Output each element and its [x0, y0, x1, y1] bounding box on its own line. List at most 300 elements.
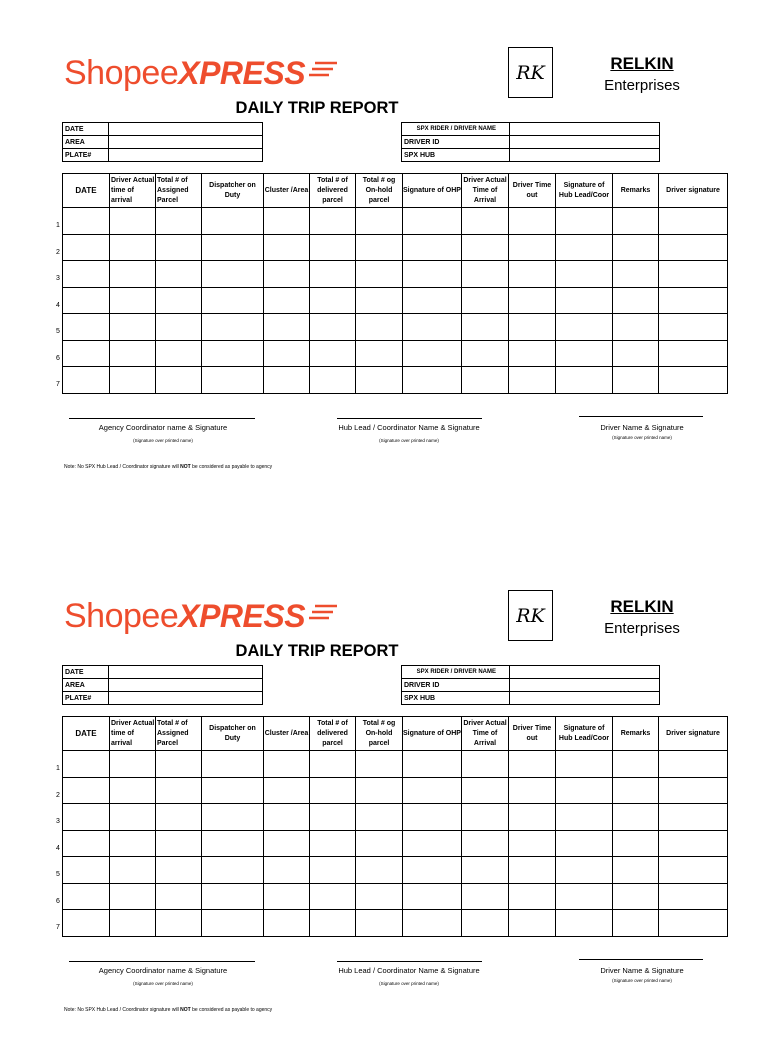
table-cell[interactable] [310, 208, 356, 235]
table-cell[interactable] [403, 208, 462, 235]
table-cell[interactable] [156, 857, 202, 884]
table-cell[interactable] [462, 857, 509, 884]
table-cell[interactable] [613, 287, 659, 314]
table-cell[interactable] [613, 234, 659, 261]
speed-lines-icon [309, 60, 339, 80]
table-cell[interactable] [110, 804, 156, 831]
shopee-xpress-logo [64, 54, 305, 98]
table-cell[interactable] [659, 883, 728, 910]
table-cell[interactable] [462, 777, 509, 804]
info-label-hub: SPX HUB [402, 149, 510, 162]
row-number: 3 [56, 818, 60, 825]
monogram-text: RK [516, 604, 545, 627]
row-number: 1 [56, 222, 60, 229]
table-cell[interactable] [310, 340, 356, 367]
table-cell[interactable] [462, 367, 509, 394]
table-cell[interactable] [462, 340, 509, 367]
table-cell[interactable] [356, 367, 403, 394]
row-number: 2 [56, 248, 60, 256]
table-cell[interactable] [556, 910, 613, 937]
table-cell[interactable] [509, 804, 556, 831]
table-cell[interactable] [63, 857, 110, 884]
spx-hub-field[interactable] [509, 692, 659, 705]
table-cell[interactable] [356, 751, 403, 778]
table-cell[interactable] [659, 340, 728, 367]
info-label-date: DATE [63, 123, 109, 136]
footnote-prefix: Note: No SPX Hub Lead / Coordinator signature will [64, 464, 181, 470]
agency-signature-label: Agency Coordinator name & Signature [98, 423, 228, 432]
table-cell[interactable] [659, 287, 728, 314]
table-cell[interactable] [356, 910, 403, 937]
column-header: Total # og On-hold parcel [356, 717, 403, 751]
shopee-xpress-logo [64, 597, 305, 641]
column-header: Dispatcher on Duty [202, 717, 264, 751]
table-cell[interactable] [310, 367, 356, 394]
table-cell[interactable] [156, 883, 202, 910]
agency-signature-line [69, 961, 255, 962]
table-cell[interactable] [403, 910, 462, 937]
table-cell[interactable] [613, 804, 659, 831]
table-cell[interactable] [556, 777, 613, 804]
info-label-driver-name: SPX RIDER / DRIVER NAME [402, 666, 510, 679]
table-cell[interactable] [659, 910, 728, 937]
table-cell[interactable] [264, 208, 310, 235]
company-subtitle: Enterprises [604, 77, 680, 94]
table-cell[interactable] [403, 777, 462, 804]
table-cell[interactable] [264, 314, 310, 341]
row-number: 1 [56, 765, 60, 772]
table-cell[interactable] [202, 314, 264, 341]
row-number: 7 [56, 924, 60, 931]
info-label-date: DATE [63, 666, 109, 679]
table-cell[interactable] [202, 287, 264, 314]
table-cell[interactable] [509, 340, 556, 367]
table-cell[interactable] [613, 208, 659, 235]
table-cell[interactable] [264, 234, 310, 261]
table-cell[interactable] [63, 777, 110, 804]
table-cell[interactable] [110, 261, 156, 288]
table-cell[interactable] [509, 883, 556, 910]
footnote-suffix: be considered as payable to agency [190, 1007, 273, 1013]
table-cell[interactable] [63, 261, 110, 288]
company-name: RELKIN [610, 54, 674, 73]
hub-lead-signature-line [337, 961, 482, 962]
table-cell[interactable] [156, 314, 202, 341]
table-cell[interactable] [659, 314, 728, 341]
table-cell[interactable] [462, 314, 509, 341]
table-cell[interactable] [659, 804, 728, 831]
trip-info-table [62, 122, 263, 162]
table-cell[interactable] [202, 804, 264, 831]
table-row [63, 261, 728, 288]
table-cell[interactable] [264, 367, 310, 394]
table-row [63, 857, 728, 884]
spx-hub-field[interactable] [509, 149, 659, 162]
table-cell[interactable] [264, 910, 310, 937]
table-cell[interactable] [356, 234, 403, 261]
table-cell[interactable] [202, 910, 264, 937]
table-cell[interactable] [110, 287, 156, 314]
table-cell[interactable] [659, 208, 728, 235]
table-cell[interactable] [110, 314, 156, 341]
company-name: RELKIN [610, 597, 674, 616]
table-cell[interactable] [613, 883, 659, 910]
table-cell[interactable] [556, 340, 613, 367]
table-cell[interactable] [356, 804, 403, 831]
logo-text-xpress: XPRESS [178, 55, 306, 91]
table-cell[interactable] [403, 751, 462, 778]
table-cell[interactable] [63, 340, 110, 367]
driver-signature-line [579, 416, 703, 417]
table-cell[interactable] [556, 883, 613, 910]
table-cell[interactable] [202, 367, 264, 394]
table-cell[interactable] [110, 883, 156, 910]
table-cell[interactable] [509, 751, 556, 778]
driver-signature-note: (Signature over printed name) [612, 435, 672, 440]
table-cell[interactable] [63, 804, 110, 831]
column-header: Driver signature [659, 174, 728, 208]
date-field[interactable] [108, 666, 262, 679]
table-cell[interactable] [556, 208, 613, 235]
table-cell[interactable] [462, 208, 509, 235]
table-cell[interactable] [356, 830, 403, 857]
table-cell[interactable] [556, 287, 613, 314]
table-cell[interactable] [356, 314, 403, 341]
table-cell[interactable] [659, 777, 728, 804]
table-cell[interactable] [202, 261, 264, 288]
info-label-area: AREA [63, 136, 109, 149]
table-cell[interactable] [462, 234, 509, 261]
column-header: Signature of Hub Lead/Coor [556, 717, 613, 751]
table-cell[interactable] [63, 287, 110, 314]
driver-signature-line [579, 959, 703, 960]
table-cell[interactable] [556, 804, 613, 831]
table-cell[interactable] [63, 751, 110, 778]
table-cell[interactable] [509, 857, 556, 884]
table-cell[interactable] [509, 208, 556, 235]
table-cell[interactable] [310, 910, 356, 937]
table-cell[interactable] [509, 314, 556, 341]
table-cell[interactable] [202, 751, 264, 778]
table-cell[interactable] [509, 830, 556, 857]
table-cell[interactable] [156, 340, 202, 367]
driver-info-table [401, 665, 660, 705]
table-cell[interactable] [202, 208, 264, 235]
column-header: Driver Actual time of arrival [110, 174, 156, 208]
column-header: Driver Actual time of arrival [110, 717, 156, 751]
table-cell[interactable] [310, 234, 356, 261]
table-cell[interactable] [156, 777, 202, 804]
area-field[interactable] [108, 679, 262, 692]
column-header: DATE [63, 717, 110, 751]
row-number: 4 [56, 301, 60, 309]
table-cell[interactable] [63, 208, 110, 235]
trip-report-form [0, 0, 768, 512]
table-cell[interactable] [63, 910, 110, 937]
table-row [63, 340, 728, 367]
table-cell[interactable] [556, 234, 613, 261]
table-row [63, 883, 728, 910]
table-cell[interactable] [509, 367, 556, 394]
table-cell[interactable] [63, 314, 110, 341]
table-row [63, 751, 728, 778]
table-row [63, 234, 728, 261]
company-subtitle: Enterprises [604, 620, 680, 637]
table-cell[interactable] [659, 367, 728, 394]
table-cell[interactable] [310, 777, 356, 804]
table-cell[interactable] [556, 367, 613, 394]
table-cell[interactable] [264, 287, 310, 314]
driver-id-field[interactable] [509, 679, 659, 692]
table-cell[interactable] [310, 857, 356, 884]
table-cell[interactable] [556, 261, 613, 288]
table-cell[interactable] [403, 234, 462, 261]
info-label-driver-id: DRIVER ID [402, 136, 510, 149]
table-cell[interactable] [403, 883, 462, 910]
table-cell[interactable] [659, 261, 728, 288]
table-cell[interactable] [264, 261, 310, 288]
logo-text-xpress: XPRESS [178, 598, 306, 634]
driver-signature-label: Driver Name & Signature [600, 423, 684, 432]
table-cell[interactable] [156, 208, 202, 235]
info-label-driver-name: SPX RIDER / DRIVER NAME [402, 123, 510, 136]
column-header: Driver Time out [509, 717, 556, 751]
report-title: DAILY TRIP REPORT [235, 642, 399, 660]
driver-info-table [401, 122, 660, 162]
table-cell[interactable] [613, 751, 659, 778]
table-cell[interactable] [613, 910, 659, 937]
table-cell[interactable] [264, 857, 310, 884]
date-field[interactable] [108, 123, 262, 136]
driver-name-field[interactable] [509, 666, 659, 679]
table-cell[interactable] [110, 777, 156, 804]
table-cell[interactable] [462, 751, 509, 778]
table-cell[interactable] [659, 751, 728, 778]
table-cell[interactable] [509, 261, 556, 288]
table-cell[interactable] [613, 261, 659, 288]
footnote-prefix: Note: No SPX Hub Lead / Coordinator signature will [64, 1007, 181, 1013]
table-cell[interactable] [462, 287, 509, 314]
table-cell[interactable] [403, 261, 462, 288]
plate-field[interactable] [108, 149, 262, 162]
table-cell[interactable] [356, 261, 403, 288]
column-header: Total # of Assigned Parcel [156, 717, 202, 751]
row-number: 4 [56, 844, 60, 852]
table-cell[interactable] [63, 367, 110, 394]
table-cell[interactable] [156, 234, 202, 261]
driver-signature-note: (Signature over printed name) [612, 978, 672, 983]
agency-signature-note: (Signature over printed name) [133, 981, 193, 986]
table-cell[interactable] [156, 261, 202, 288]
table-cell[interactable] [403, 367, 462, 394]
table-cell[interactable] [509, 287, 556, 314]
table-cell[interactable] [63, 830, 110, 857]
table-cell[interactable] [264, 804, 310, 831]
table-cell[interactable] [202, 857, 264, 884]
table-cell[interactable] [556, 830, 613, 857]
info-label-area: AREA [63, 679, 109, 692]
table-cell[interactable] [310, 287, 356, 314]
table-cell[interactable] [202, 830, 264, 857]
table-cell[interactable] [613, 340, 659, 367]
table-cell[interactable] [310, 314, 356, 341]
table-cell[interactable] [403, 287, 462, 314]
table-cell[interactable] [310, 883, 356, 910]
table-cell[interactable] [156, 751, 202, 778]
table-cell[interactable] [202, 234, 264, 261]
agency-signature-label: Agency Coordinator name & Signature [98, 966, 228, 975]
table-cell[interactable] [202, 883, 264, 910]
table-cell[interactable] [356, 883, 403, 910]
table-cell[interactable] [63, 234, 110, 261]
table-cell[interactable] [110, 857, 156, 884]
table-cell[interactable] [403, 340, 462, 367]
plate-field[interactable] [108, 692, 262, 705]
table-cell[interactable] [462, 910, 509, 937]
table-cell[interactable] [63, 883, 110, 910]
table-cell[interactable] [156, 910, 202, 937]
row-number: 2 [56, 791, 60, 799]
table-cell[interactable] [156, 830, 202, 857]
column-header: Total # of Assigned Parcel [156, 174, 202, 208]
column-header: Driver Time out [509, 174, 556, 208]
table-row [63, 804, 728, 831]
table-cell[interactable] [110, 340, 156, 367]
table-cell[interactable] [264, 340, 310, 367]
table-cell[interactable] [403, 804, 462, 831]
table-cell[interactable] [403, 314, 462, 341]
driver-id-field[interactable] [509, 136, 659, 149]
hub-lead-signature-note: (Signature over printed name) [379, 438, 439, 443]
table-cell[interactable] [310, 830, 356, 857]
logo-text-shopee: Shopee [64, 597, 179, 635]
table-cell[interactable] [356, 287, 403, 314]
report-title: DAILY TRIP REPORT [235, 99, 399, 117]
row-number: 5 [56, 871, 60, 878]
table-cell[interactable] [659, 857, 728, 884]
row-number: 7 [56, 381, 60, 388]
table-cell[interactable] [264, 777, 310, 804]
footnote-emphasis: NOT [180, 1007, 191, 1013]
table-cell[interactable] [264, 883, 310, 910]
table-cell[interactable] [356, 857, 403, 884]
info-label-hub: SPX HUB [402, 692, 510, 705]
trip-report-form [0, 543, 768, 1055]
table-cell[interactable] [659, 830, 728, 857]
column-header: Total # of delivered parcel [310, 717, 356, 751]
table-cell[interactable] [156, 804, 202, 831]
column-header: Remarks [613, 174, 659, 208]
table-cell[interactable] [110, 751, 156, 778]
table-cell[interactable] [110, 234, 156, 261]
table-cell[interactable] [202, 340, 264, 367]
table-cell[interactable] [509, 234, 556, 261]
company-monogram [508, 47, 553, 98]
table-row [63, 777, 728, 804]
table-cell[interactable] [403, 857, 462, 884]
column-header: Signature of OHP [403, 174, 462, 208]
table-cell[interactable] [613, 830, 659, 857]
speed-lines-icon [309, 603, 339, 623]
table-cell[interactable] [462, 804, 509, 831]
column-header: Total # of delivered parcel [310, 174, 356, 208]
agency-signature-line [69, 418, 255, 419]
row-number: 6 [56, 354, 60, 362]
area-field[interactable] [108, 136, 262, 149]
company-monogram [508, 590, 553, 641]
table-row [63, 287, 728, 314]
table-cell[interactable] [156, 367, 202, 394]
column-header: Driver Actual Time of Arrival [462, 717, 509, 751]
table-cell[interactable] [202, 777, 264, 804]
info-label-driver-id: DRIVER ID [402, 679, 510, 692]
table-cell[interactable] [613, 857, 659, 884]
table-cell[interactable] [462, 883, 509, 910]
table-cell[interactable] [356, 340, 403, 367]
logo-text-shopee: Shopee [64, 54, 179, 92]
hub-lead-signature-note: (Signature over printed name) [379, 981, 439, 986]
table-cell[interactable] [556, 751, 613, 778]
table-cell[interactable] [613, 367, 659, 394]
table-cell[interactable] [613, 777, 659, 804]
table-cell[interactable] [356, 777, 403, 804]
row-number: 6 [56, 897, 60, 905]
column-header: Cluster /Area [264, 174, 310, 208]
table-cell[interactable] [110, 910, 156, 937]
table-cell[interactable] [110, 208, 156, 235]
table-cell[interactable] [156, 287, 202, 314]
column-header: Remarks [613, 717, 659, 751]
table-cell[interactable] [556, 857, 613, 884]
column-header: DATE [63, 174, 110, 208]
hub-lead-signature-label: Hub Lead / Coordinator Name & Signature [338, 966, 480, 975]
table-cell[interactable] [110, 367, 156, 394]
hub-lead-signature-label: Hub Lead / Coordinator Name & Signature [338, 423, 480, 432]
table-cell[interactable] [310, 804, 356, 831]
column-header: Signature of OHP [403, 717, 462, 751]
table-cell[interactable] [462, 261, 509, 288]
table-cell[interactable] [509, 910, 556, 937]
row-number: 5 [56, 328, 60, 335]
table-cell[interactable] [264, 751, 310, 778]
payment-footnote [64, 1007, 272, 1013]
column-header: Total # og On-hold parcel [356, 174, 403, 208]
table-cell[interactable] [462, 830, 509, 857]
column-header: Signature of Hub Lead/Coor [556, 174, 613, 208]
table-cell[interactable] [659, 234, 728, 261]
driver-name-field[interactable] [509, 123, 659, 136]
table-cell[interactable] [356, 208, 403, 235]
footnote-suffix: be considered as payable to agency [190, 464, 273, 470]
payment-footnote [64, 464, 272, 470]
row-number: 3 [56, 275, 60, 282]
table-row [63, 830, 728, 857]
table-cell[interactable] [403, 830, 462, 857]
table-cell[interactable] [509, 777, 556, 804]
table-cell[interactable] [264, 830, 310, 857]
table-cell[interactable] [556, 314, 613, 341]
table-cell[interactable] [310, 261, 356, 288]
table-row [63, 208, 728, 235]
column-header: Cluster /Area [264, 717, 310, 751]
trip-log-table [62, 173, 728, 394]
info-label-plate: PLATE# [63, 149, 109, 162]
table-cell[interactable] [613, 314, 659, 341]
table-cell[interactable] [110, 830, 156, 857]
table-cell[interactable] [310, 751, 356, 778]
agency-signature-note: (Signature over printed name) [133, 438, 193, 443]
column-header: Driver Actual Time of Arrival [462, 174, 509, 208]
